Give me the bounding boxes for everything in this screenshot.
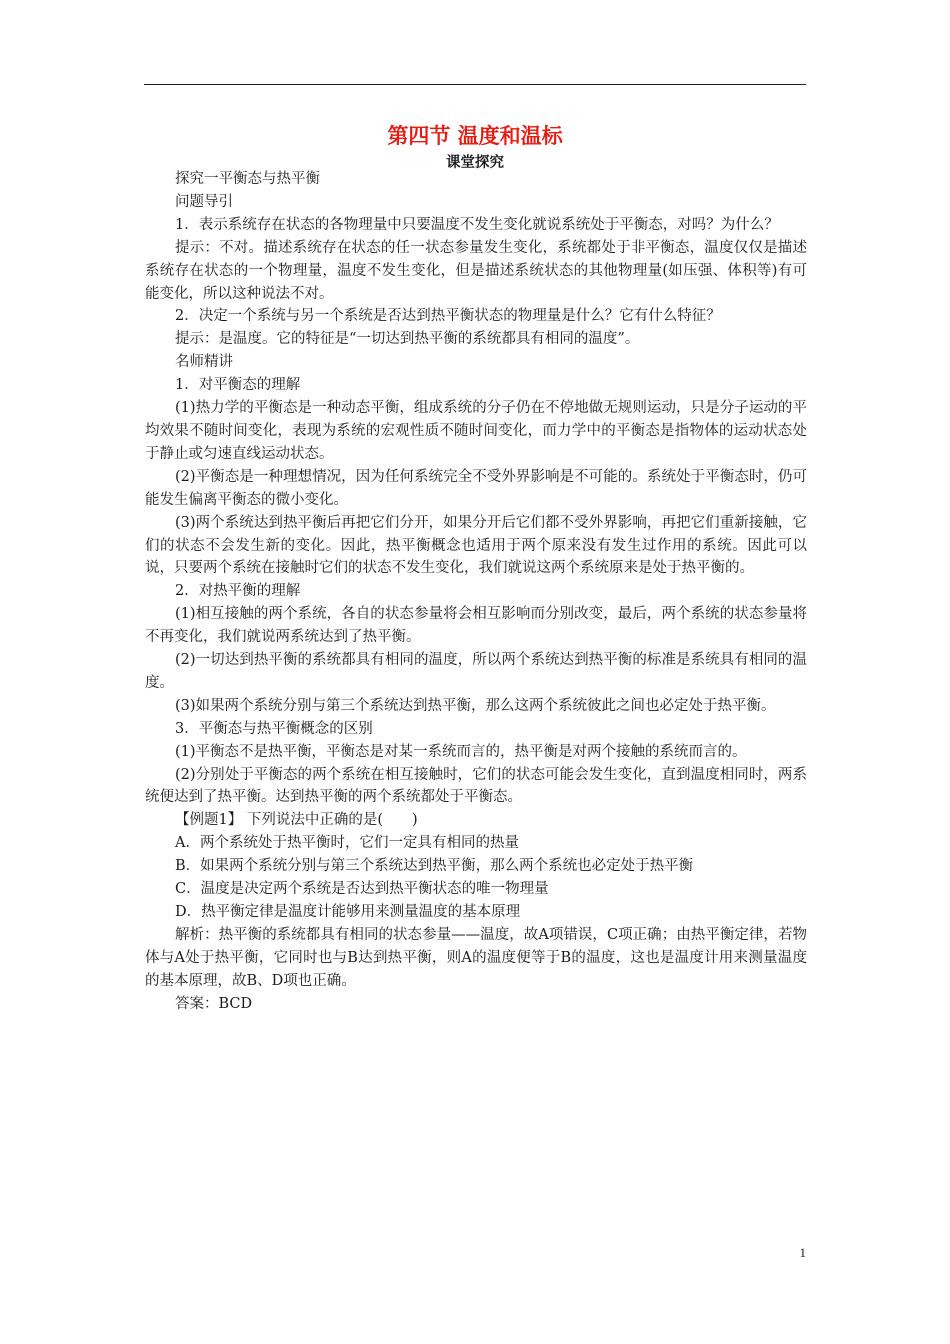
point-equilibrium-1: (1)热力学的平衡态是一种动态平衡，组成系统的分子仍在不停地做无规则运动，只是分子运动的平均效果不随时间变化，表现为系统的宏观性质不随时间变化，而力学中的平衡态是指物体的运动状态处于静止或匀速直线运动状态。 bbox=[145, 400, 807, 462]
heading-inquiry-one: 探究一平衡态与热平衡 bbox=[175, 171, 320, 187]
section-subtitle: 课堂探究 bbox=[446, 155, 504, 171]
point-thermal-1: (1)相互接触的两个系统，各自的状态参量将会相互影响而分别改变，最后，两个系统的状态参量将不再变化，我们就说两系统达到了热平衡。 bbox=[145, 606, 807, 646]
point-thermal-2: (2)一切达到热平衡的系统都具有相同的温度，所以两个系统达到热平衡的标准是系统具有相同的温度。 bbox=[145, 652, 807, 691]
option-a: A．两个系统处于热平衡时，它们一定具有相同的热量 bbox=[175, 835, 519, 852]
option-b: B．如果两个系统分别与第三个系统达到热平衡，那么两个系统也必定处于热平衡 bbox=[175, 858, 694, 875]
heading-teacher-explanation: 名师精讲 bbox=[175, 354, 233, 371]
answer-line bbox=[145, 993, 807, 1016]
document-body bbox=[145, 168, 807, 1016]
subheading-thermal-equilibrium: 2．对热平衡的理解 bbox=[175, 583, 301, 600]
point-equilibrium-3: (3)两个系统达到热平衡后再把它们分开，如果分开后它们都不受外界影响，再把它们重新接触，它们的状态不会发生新的变化。因此，热平衡概念也适用于两个原来没有发生过作用的系统。因此可以说，只要两个系统在接触时它们的状态不发生变化，我们就说这两个系统原来是处于热平衡的。 bbox=[145, 514, 807, 577]
page-number: 1 bbox=[799, 1245, 806, 1260]
point-difference-2: (2)分别处于平衡态的两个系统在相互接触时，它们的状态可能会发生变化，直到温度相同时，两系统便达到了热平衡。达到热平衡的两个系统都处于平衡态。 bbox=[145, 766, 807, 806]
option-d: D．热平衡定律是温度计能够用来测量温度的基本原理 bbox=[175, 904, 521, 920]
question-2: 2．决定一个系统与另一个系统是否达到热平衡状态的物理量是什么？它有什么特征？ bbox=[175, 308, 721, 325]
answer-value: BCD bbox=[218, 995, 253, 1012]
question-1: 1．表示系统存在状态的各物理量中只要温度不发生变化就说系统处于平衡态，对吗？为什么？ bbox=[175, 216, 779, 233]
page-title: 第四节 温度和温标 bbox=[387, 124, 563, 148]
answer-label: 答案： bbox=[175, 995, 219, 1012]
heading-question-guide: 问题导引 bbox=[175, 193, 233, 210]
point-thermal-3: (3)如果两个系统分别与第三个系统达到热平衡，那么这两个系统彼此之间也必定处于热平衡。 bbox=[175, 697, 776, 714]
point-equilibrium-2: (2)平衡态是一种理想情况，因为任何系统完全不受外界影响是不可能的。系统处于平衡态时，仍可能发生偏离平衡态的微小变化。 bbox=[145, 468, 807, 508]
subheading-difference: 3．平衡态与热平衡概念的区别 bbox=[175, 720, 373, 737]
hint-2: 提示：是温度。它的特征是“一切达到热平衡的系统都具有相同的温度”。 bbox=[175, 331, 640, 348]
subheading-equilibrium-state: 1．对平衡态的理解 bbox=[175, 377, 301, 394]
header-rule bbox=[144, 84, 806, 85]
example-question: 【例题1】 下列说法中正确的是( ) bbox=[175, 812, 418, 829]
solution-analysis: 解析：热平衡的系统都具有相同的状态参量——温度，故A项错误，C项正确；由热平衡定律，若物体与A处于热平衡，它同时也与B达到热平衡，则A的温度便等于B的温度，这也是温度计用来测量温度的基本原理，故B、D项也正确。 bbox=[145, 926, 807, 989]
hint-1: 提示：不对。描述系统存在状态的任一状态参量发生变化，系统都处于非平衡态，温度仅仅是描述系统存在状态的一个物理量，温度不发生变化，但是描述系统状态的其他物理量(如压强、体积等)有可能变化，所以这种说法不对。 bbox=[145, 239, 807, 302]
point-difference-1: (1)平衡态不是热平衡，平衡态是对某一系统而言的，热平衡是对两个接触的系统而言的。 bbox=[175, 743, 747, 760]
option-c: C．温度是决定两个系统是否达到热平衡状态的唯一物理量 bbox=[175, 881, 549, 898]
